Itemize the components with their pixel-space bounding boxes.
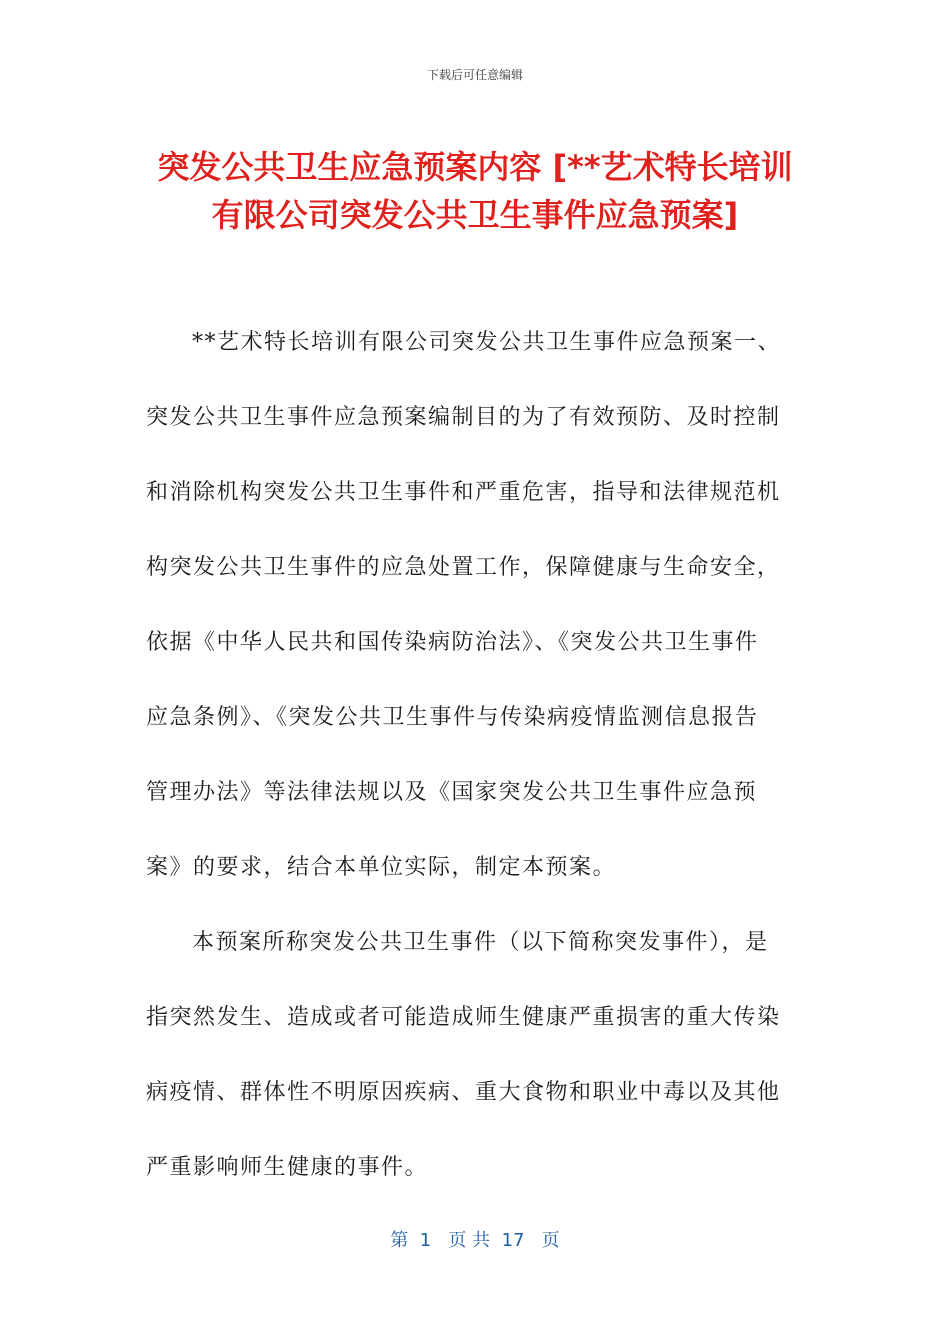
document-title-line-1: 突发公共卫生应急预案内容 [**艺术特长培训 xyxy=(157,148,793,186)
body-line: 依据《中华人民共和国传染病防治法》、《突发公共卫生事件 xyxy=(146,630,759,655)
body-line: 应急条例》、《突发公共卫生事件与传染病疫情监测信息报告 xyxy=(146,705,759,730)
body-line: 和消除机构突发公共卫生事件和严重危害，指导和法律规范机 xyxy=(146,480,781,505)
body-line: 突发公共卫生事件应急预案编制目的为了有效预防、及时控制 xyxy=(146,405,781,430)
body-line: 严重影响师生健康的事件。 xyxy=(146,1155,429,1180)
body-line: 案》的要求，结合本单位实际，制定本预案。 xyxy=(146,855,617,880)
body-line: 病疫情、群体性不明原因疾病、重大食物和职业中毒以及其他 xyxy=(146,1080,781,1105)
body-line: 管理办法》等法律法规以及《国家突发公共卫生事件应急预 xyxy=(146,780,758,805)
document-body xyxy=(146,323,796,1223)
body-line: 本预案所称突发公共卫生事件（以下简称突发事件），是 xyxy=(192,930,769,955)
document-title xyxy=(120,143,830,239)
body-line: 构突发公共卫生事件的应急处置工作，保障健康与生命安全， xyxy=(146,555,781,580)
document-title-line-2: 有限公司突发公共卫生事件应急预案] xyxy=(211,196,739,234)
body-line: **艺术特长培训有限公司突发公共卫生事件应急预案一、 xyxy=(192,330,782,355)
body-line: 指突然发生、造成或者可能造成师生健康严重损害的重大传染 xyxy=(146,1005,781,1030)
page-number-footer: 第 1 页 共 17 页 xyxy=(390,1230,560,1251)
page-header-note: 下载后可任意编辑 xyxy=(426,68,523,82)
